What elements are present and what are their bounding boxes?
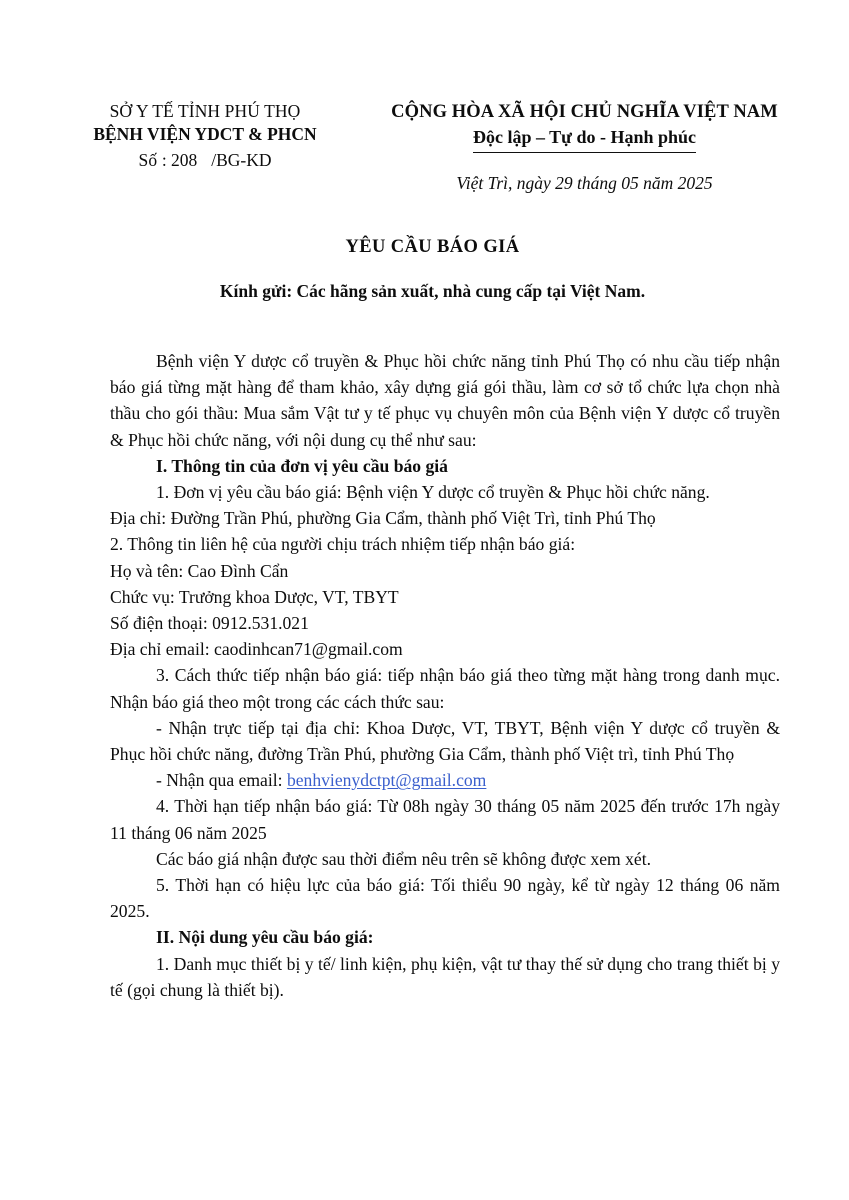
issuing-authority-block [40,100,370,172]
document-body [110,348,780,1003]
item-4-late-note: Các báo giá nhận được sau thời điểm nêu trên sẽ không được xem xét. [156,848,652,869]
contact-full-name: Họ và tên: Cao Đình Cẩn [110,560,289,581]
document-number-suffix: /BG-KD [211,149,272,170]
unit-address: Địa chỉ: Đường Trần Phú, phường Gia Cẩm, thành phố Việt Trì, tỉnh Phú Thọ [110,508,656,529]
hospital-name-label: BỆNH VIỆN YDCT & PHCN [93,124,317,145]
contact-phone-number: Số điện thoại: 0912.531.021 [110,613,309,634]
contact-email-address: Địa chỉ email: caodinhcan71@gmail.com [110,639,403,660]
document-number-label: Số : [138,149,167,170]
email-bullet-prefix: - Nhận qua email: [156,770,287,791]
place-and-date-label: Việt Trì, ngày 29 tháng 05 năm 2025 [456,172,713,193]
item-2-1-equipment-list: 1. Danh mục thiết bị y tế/ linh kiện, phụ kiện, vật tư thay thế sử dụng cho trang thiết bị y tế (gọi chung là thiết bị). [110,953,780,1000]
section-1-heading: I. Thông tin của đơn vị yêu cầu báo giá [156,455,448,476]
contact-position: Chức vụ: Trưởng khoa Dược, VT, TBYT [110,586,399,607]
item-1-requesting-unit: 1. Đơn vị yêu cầu báo giá: Bệnh viện Y dược cổ truyền & Phục hồi chức năng. [156,482,710,503]
item-2-contact-info: 2. Thông tin liên hệ của người chịu trách nhiệm tiếp nhận báo giá: [110,534,576,555]
item-3-bullet-email [110,767,780,793]
section-2-heading: II. Nội dung yêu cầu báo giá: [156,927,374,948]
document-number-line [40,149,370,172]
national-motto-label: Độc lập – Tự do - Hạnh phúc [473,126,696,153]
title-block [0,237,849,302]
item-4-deadline: 4. Thời hạn tiếp nhận báo giá: Từ 08h ngày 30 tháng 05 năm 2025 đến trước 17h ngày 11 tháng 06 năm 2025 [110,796,780,843]
item-5-validity-period: 5. Thời hạn có hiệu lực của báo giá: Tối thiểu 90 ngày, kể từ ngày 12 tháng 06 năm 2025. [110,875,780,922]
page-title: YÊU CẦU BÁO GIÁ [345,237,520,257]
document-header [0,100,849,195]
country-name-label: CỘNG HÒA XÃ HỘI CHỦ NGHĨA VIỆT NAM [391,102,778,122]
document-number-value: 208 [171,149,198,170]
item-3-submission-methods: 3. Cách thức tiếp nhận báo giá: tiếp nhận báo giá theo từng mặt hàng trong danh mục. Nhận báo giá theo một trong các cách thức sau: [110,665,780,712]
intro-paragraph: Bệnh viện Y dược cổ truyền & Phục hồi chức năng tỉnh Phú Thọ có nhu cầu tiếp nhận báo giá từng mặt hàng để tham khảo, xây dựng giá gói thầu, làm cơ sở tổ chức lựa chọn nhà thầu cho gói thầu: Mua sắm Vật tư y tế phục vụ chuyên môn của Bệnh viện Y dược cổ truyền & Phục hồi chức năng, với nội dung cụ thể như sau: [110,351,780,450]
national-heading-block [370,100,849,195]
provincial-health-department-label: SỞ Y TẾ TỈNH PHÚ THỌ [109,101,301,121]
addressee-line: Kính gửi: Các hãng sản xuất, nhà cung cấp tại Việt Nam. [219,281,646,301]
quotation-email-link[interactable]: benhvienydctpt@gmail.com [286,770,487,791]
item-3-bullet-in-person: - Nhận trực tiếp tại địa chỉ: Khoa Dược, VT, TBYT, Bệnh viện Y dược cổ truyền & Phục hồi chức năng, đường Trần Phú, phường Gia Cẩm, thành phố Việt trì, tỉnh Phú Thọ [110,717,780,765]
